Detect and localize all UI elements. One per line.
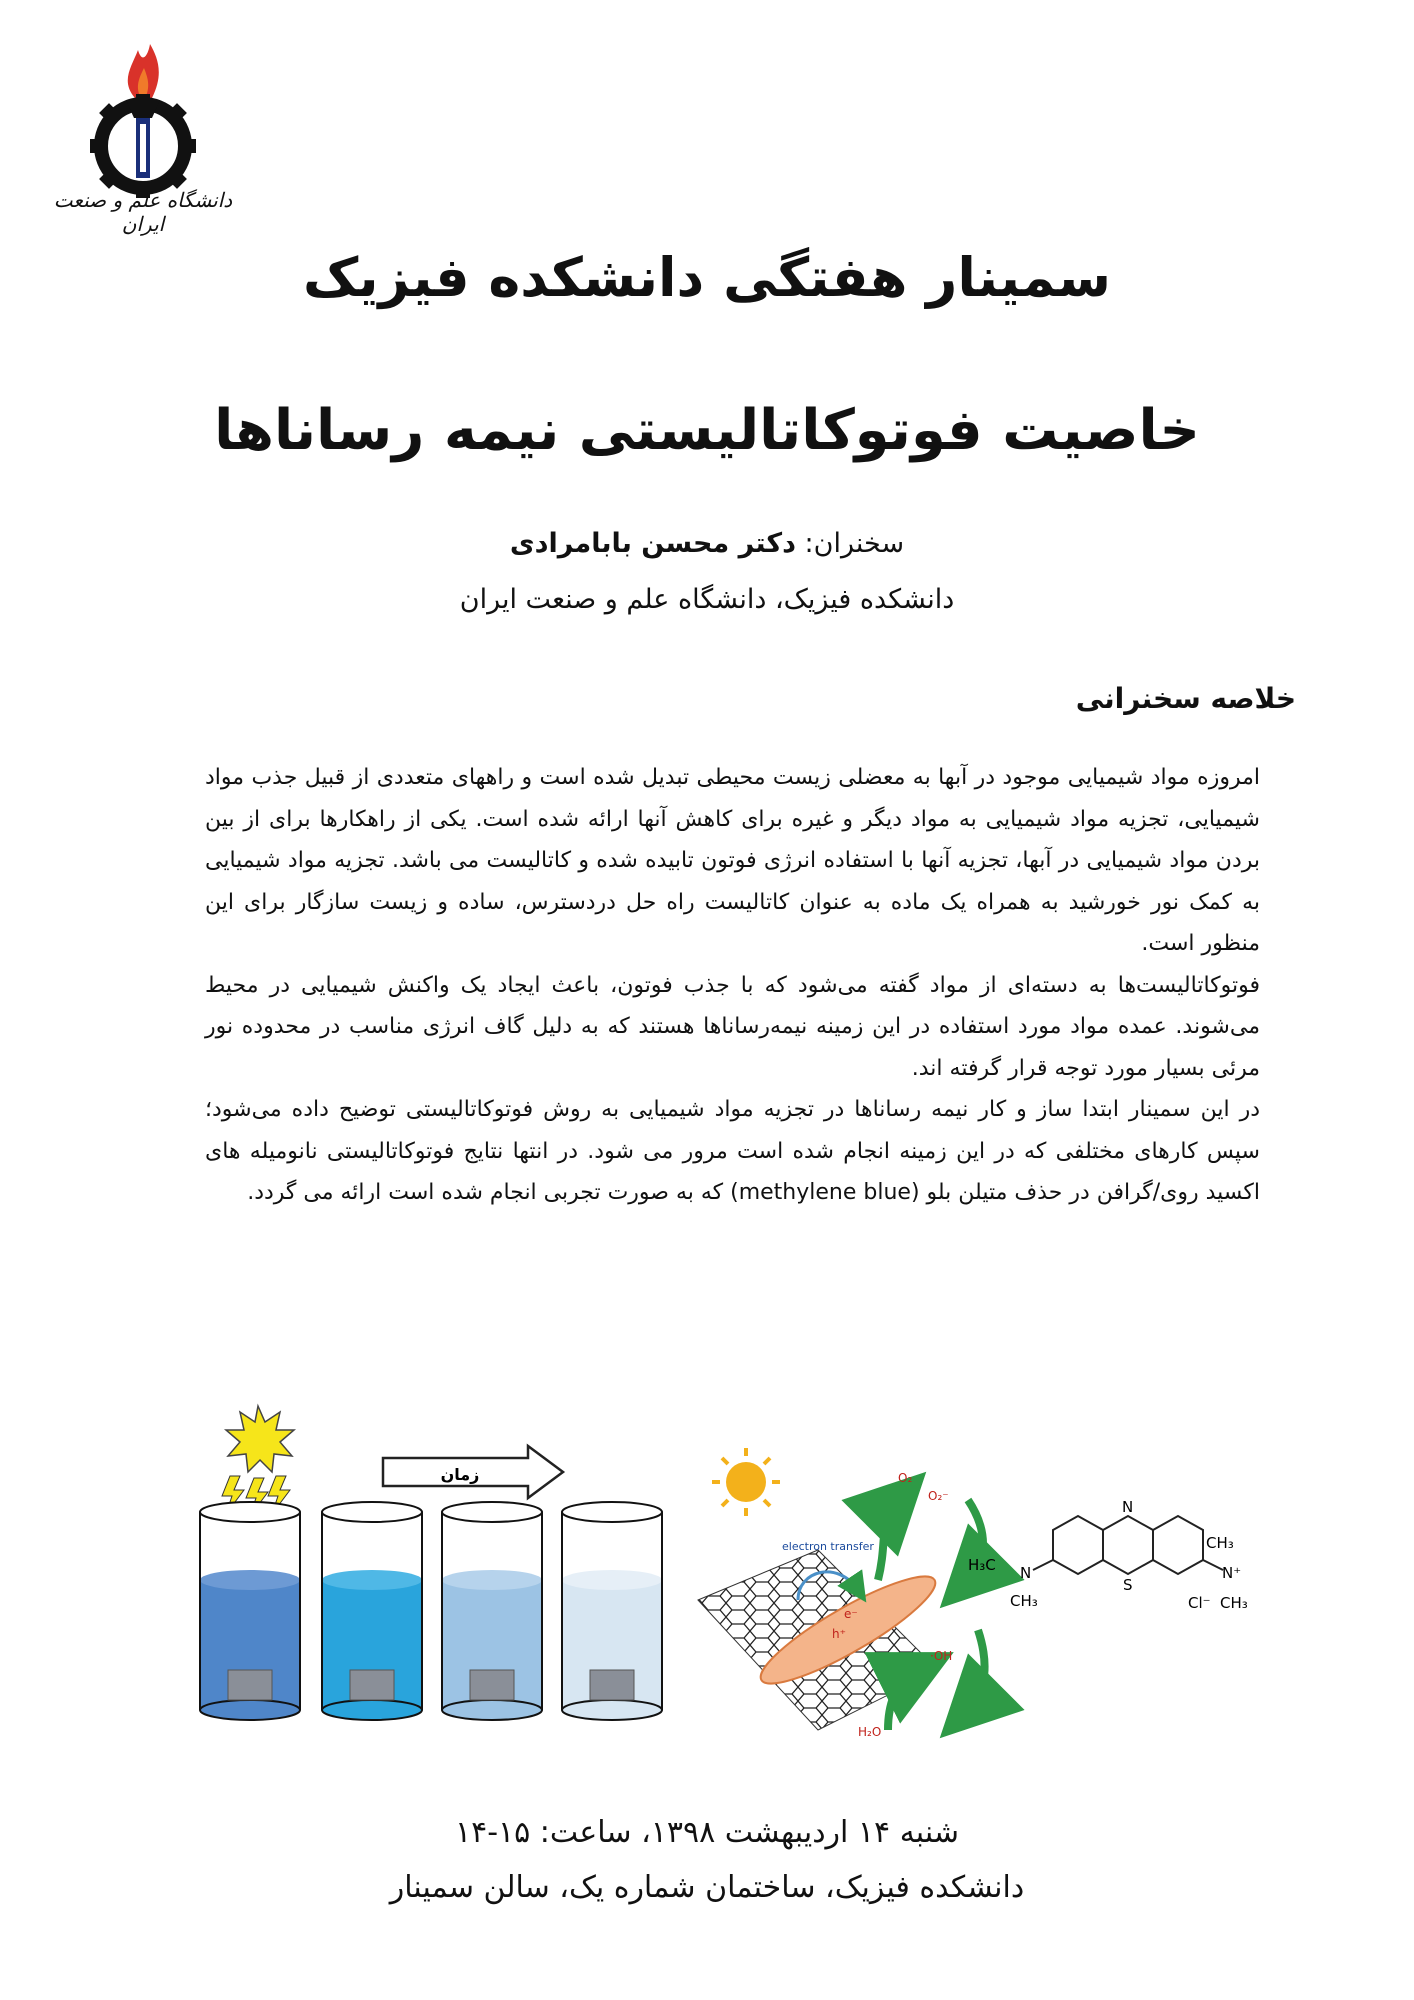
speaker-name: دکتر محسن بابامرادی <box>509 528 796 559</box>
molecule-chloride: Cl⁻ <box>1188 1594 1211 1612</box>
university-name: دانشگاه علم و صنعت ایران <box>53 188 233 236</box>
seminar-location: دانشکده فیزیک، ساختمان شماره یک، سالن سمینار <box>389 1870 1025 1905</box>
abstract-paragraph: در این سمینار ابتدا ساز و کار نیمه رساناها در تجزیه مواد شیمیایی به روش فوتوکاتالیستی توضیح داده می‌شود؛ سپس کارهای مختلفی که در این زمینه انجام شده است مرور می شود. در انتها نتایج فوتوکاتالیستی نانومیله های اکسید روی/گرافن در حذف متیلن بلو (methylene blue) که به صورت تجربی انجام شده است ارائه می گردد. <box>205 1097 1260 1205</box>
time-label: زمان <box>440 1465 480 1484</box>
molecule-ch3-right: CH₃ <box>1220 1594 1248 1612</box>
beaker <box>442 1502 542 1720</box>
electron-transfer-label: electron transfer <box>782 1540 874 1553</box>
beaker <box>562 1502 662 1720</box>
superoxide-label: O₂⁻ <box>928 1489 949 1503</box>
molecule-ch3-left: CH₃ <box>1010 1592 1038 1610</box>
molecule-n-top: N <box>1122 1498 1134 1516</box>
light-burst-icon <box>226 1406 294 1472</box>
molecule-left-n: N <box>1020 1564 1032 1582</box>
abstract-paragraph: فوتوکاتالیست‌ها به دسته‌ای از مواد گفته می‌شود که با جذب فوتون، باعث ایجاد یک واکنش شیمیایی در محیط می‌شوند. عمده مواد مورد استفاده در این زمینه نیمه‌رساناها هستند که به دلیل گاف انرژی مناسب در محدوده نور مرئی بسیار مورد توجه قرار گرفته اند. <box>205 972 1260 1081</box>
abstract-heading: خلاصه سخنرانی <box>1075 682 1296 715</box>
sun-icon <box>712 1448 780 1516</box>
speaker-line <box>0 528 1414 559</box>
seminar-date-time: شنبه ۱۴ اردیبهشت ۱۳۹۸، ساعت: ۱۵-۱۴ <box>454 1815 960 1850</box>
o2-label: O₂ <box>898 1471 913 1485</box>
beaker <box>322 1502 422 1720</box>
seminar-title: سمینار هفتگی دانشکده فیزیک <box>302 246 1112 309</box>
beaker <box>200 1502 300 1720</box>
molecule-h3c: H₃C <box>968 1556 996 1574</box>
methylene-blue-structure <box>1033 1516 1223 1574</box>
speaker-label: سخنران: <box>804 528 905 559</box>
photocatalysis-figure <box>198 1400 1248 1760</box>
torch-flame-icon <box>128 44 159 98</box>
molecule-ch3-top: CH₃ <box>1206 1534 1234 1552</box>
water-label: H₂O <box>858 1725 882 1739</box>
molecule-sulfur: S <box>1123 1576 1133 1594</box>
hydroxyl-label: ·OH <box>930 1649 953 1663</box>
hole-label: h⁺ <box>832 1627 846 1641</box>
abstract-paragraph: امروزه مواد شیمیایی موجود در آبها به معضلی زیست محیطی تبدیل شده است و راههای متعددی از قبیل جذب مواد شیمیایی، تجزیه مواد شیمیایی به مواد دیگر و غیره برای کاهش آنها ارائه شده است. یکی از راهکارها برای از بین بردن مواد شیمیایی در آبها، تجزیه آنها با استفاده انرژی فوتون تابیده شده و کاتالیست می باشد. تجزیه مواد شیمیایی به کمک نور خورشید به همراه یک ماده به عنوان کاتالیست راه حل دردسترس، ساده و زیست سازگار برای این منظور است. <box>205 765 1260 956</box>
electron-label: e⁻ <box>844 1607 858 1621</box>
molecule-right-n: N⁺ <box>1222 1564 1242 1582</box>
speaker-affiliation: دانشکده فیزیک، دانشگاه علم و صنعت ایران <box>459 584 955 615</box>
talk-title: خاصیت فوتوکاتالیستی نیمه رساناها <box>214 398 1200 463</box>
abstract-body <box>205 757 1260 1214</box>
